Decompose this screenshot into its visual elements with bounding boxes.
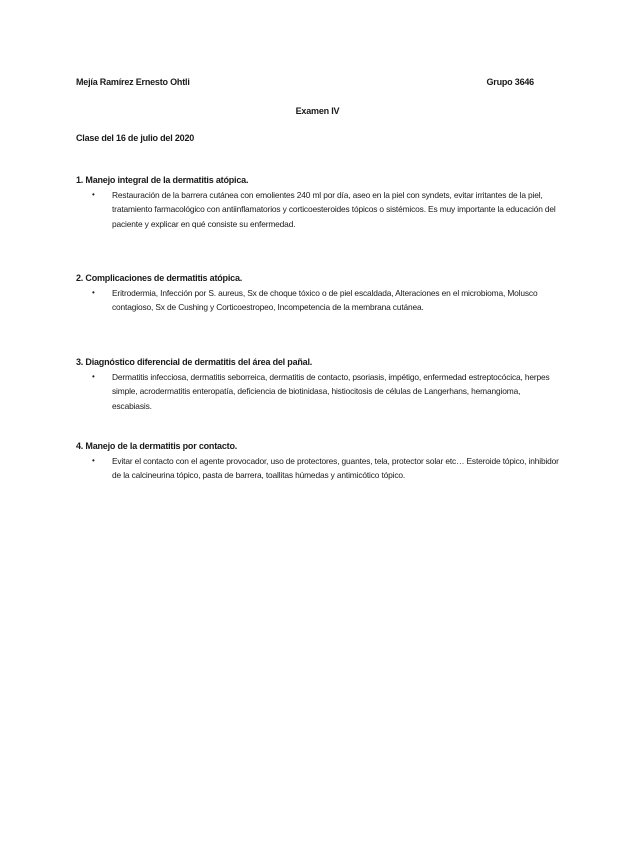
list-item <box>76 188 562 231</box>
author-name: Mejía Ramírez Ernesto Ohtli <box>76 77 190 87</box>
section-diaper-dermatitis-differential <box>76 356 566 413</box>
header-row <box>76 77 538 91</box>
bullet-icon: • <box>92 190 95 199</box>
exam-title: Examen IV <box>295 106 340 116</box>
list-item-text: Evitar el contacto con el agente provocador, uso de protectores, guantes, tela, protector solar etc… Esteroide tópico, inhibidor de la calcineurina tópico, pasta de barrera, toallitas húmedas y antimicótico tópico. <box>112 456 559 481</box>
list-item <box>76 370 562 413</box>
bullet-list <box>76 370 566 413</box>
bullet-icon: • <box>92 372 95 381</box>
bullet-list <box>76 188 566 231</box>
section-atopic-dermatitis-management <box>76 174 566 231</box>
list-item-text: Eritrodermia, Infección por S. aureus, Sx de choque tóxico o de piel escaldada, Alteraciones en el microbioma, Molusco contagioso, Sx de Cushing y Corticoestropeo, Incompetencia de la membrana cutánea. <box>112 288 538 313</box>
bullet-icon: • <box>92 288 95 297</box>
list-item <box>76 454 562 483</box>
section-heading: 2. Complicaciones de dermatitis atópica. <box>76 273 243 283</box>
section-heading: 1. Manejo integral de la dermatitis atópica. <box>76 175 249 185</box>
bullet-list <box>76 286 566 315</box>
list-item-text: Restauración de la barrera cutánea con emolientes 240 ml por día, aseo en la piel con syndets, evitar irritantes de la piel, tratamiento farmacológico con antiinflamatorios y corticoesteroides tópicos o sistémicos. Es muy importante la educación del paciente y explicar en qué consiste su enfermedad. <box>112 190 556 229</box>
section-contact-dermatitis-management <box>76 440 566 483</box>
list-item-text: Dermatitis infecciosa, dermatitis seborreica, dermatitis de contacto, psoriasis, impétigo, enfermedad estreptocócica, herpes simple, acrodermatitis enteropatía, deficiencia de biotinidasa, histiocitosis de células de Langerhans, hemangioma, escabiasis. <box>112 372 550 411</box>
section-heading: 4. Manejo de la dermatitis por contacto. <box>76 441 238 451</box>
section-atopic-dermatitis-complications <box>76 272 566 315</box>
class-date: Clase del 16 de julio del 2020 <box>76 133 195 143</box>
bullet-list <box>76 454 566 483</box>
group-number: Grupo 3646 <box>486 77 534 87</box>
bullet-icon: • <box>92 456 95 465</box>
list-item <box>76 286 562 315</box>
section-heading: 3. Diagnóstico diferencial de dermatitis del área del pañal. <box>76 357 313 367</box>
